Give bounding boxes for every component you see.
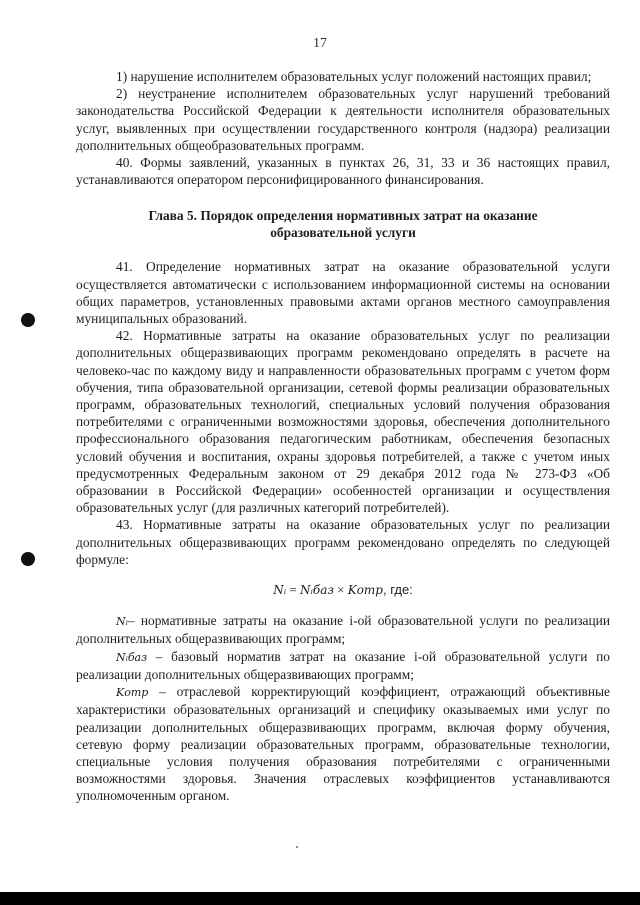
definition-term: Kотр — [116, 686, 149, 700]
paragraph-43: 43. Нормативные затраты на оказание образовательных услуг по реализации дополнительных общеразвивающих программ рекомендовано определять по следующей формуле: — [76, 517, 610, 567]
paragraph-42: 42. Нормативные затраты на оказание образовательных услуг по реализации дополнительных общеразвивающих программ рекомендовано определять в расчете на человеко-час по каждому виду и направленности образовательных программ с учетом форм обучения, типа образовательной организации, сетевой формы реализации образовательных программ, образовательных технологий, специальных условий получения образования потребителями с ограниченными возможностями здоровья, обеспечения дополнительного профессионального образования педагогическим работникам, обеспечения безопасных условий обучения и воспитания, охраны здоровья потребителей, а также с учетом иных предусмотренных Федеральным законом от 29 декабря 2012 года № 273-ФЗ «Об образовании в Российской Федерации» особенностей организации и осуществления образовательных услуг (для различных категорий потребителей). — [76, 328, 610, 516]
formula-times: × — [333, 582, 348, 598]
scan-border-band — [0, 892, 640, 905]
formula — [76, 581, 610, 599]
scan-speck — [296, 846, 298, 848]
definition-text: – базовый норматив затрат на оказание i-ой образовательной услуги по реализации дополнительных общеразвивающих программ; — [76, 648, 610, 682]
chapter-heading-line-1: Глава 5. Порядок определения нормативных затрат на оказание — [148, 208, 538, 224]
definition-item — [76, 683, 610, 804]
formula-term-coefficient: Kотр — [347, 583, 383, 598]
definition-text: – нормативные затраты на оказание i-ой образовательной услуги по реализации дополнительных общеразвивающих программ; — [76, 613, 610, 647]
paragraph-item-1: 1) нарушение исполнителем образовательных услуг положений настоящих правил; — [116, 69, 592, 84]
paragraph-item-2: 2) неустранение исполнителем образовательных услуг нарушений требований законодательства Российской Федерации к деятельности исполнителя образовательных услуг, выявленных при осуществлении государственного контроля (надзора) реализации дополнительных общеобразовательных программ. — [76, 86, 610, 153]
definition-item — [76, 612, 610, 647]
definition-term: Nᵢ — [116, 615, 128, 629]
formula-equals: = — [286, 582, 300, 598]
paragraph-40: 40. Формы заявлений, указанных в пунктах 26, 31, 33 и 36 настоящих правил, устанавливаются оператором персонифицированного финансирования. — [76, 155, 610, 188]
punch-hole-mark — [21, 552, 35, 566]
chapter-heading — [76, 207, 610, 241]
formula-where: , где: — [382, 582, 413, 598]
formula-term-base: Nᵢбаз — [299, 583, 334, 598]
definition-item — [76, 648, 610, 683]
definition-text: – отраслевой корректирующий коэффициент, отражающий объективные характеристики образовательных организаций и специфику оказываемых ими услуг по реализации дополнительных общеразвивающих программ, включая форму обучения, сетевую форму реализации образовательных программ, образовательные технологии, специальные условия получения образования потребителями с ограниченными возможностями здоровья. Значения отраслевых коэффициентов устанавливаются уполномоченным органом. — [76, 684, 610, 804]
paragraph-41: 41. Определение нормативных затрат на оказание образовательной услуги осуществляется автоматически с использованием информационной системы на основании общих параметров, установленных правовыми актами органов местного самоуправления муниципальных образований. — [76, 259, 610, 327]
punch-hole-mark — [21, 313, 35, 327]
page-number: 17 — [313, 36, 327, 51]
formula-lhs: Nᵢ — [273, 583, 287, 598]
definition-term: Nᵢбаз — [116, 650, 148, 664]
chapter-heading-line-2: образовательной услуги — [270, 225, 416, 241]
document-body — [76, 68, 610, 805]
